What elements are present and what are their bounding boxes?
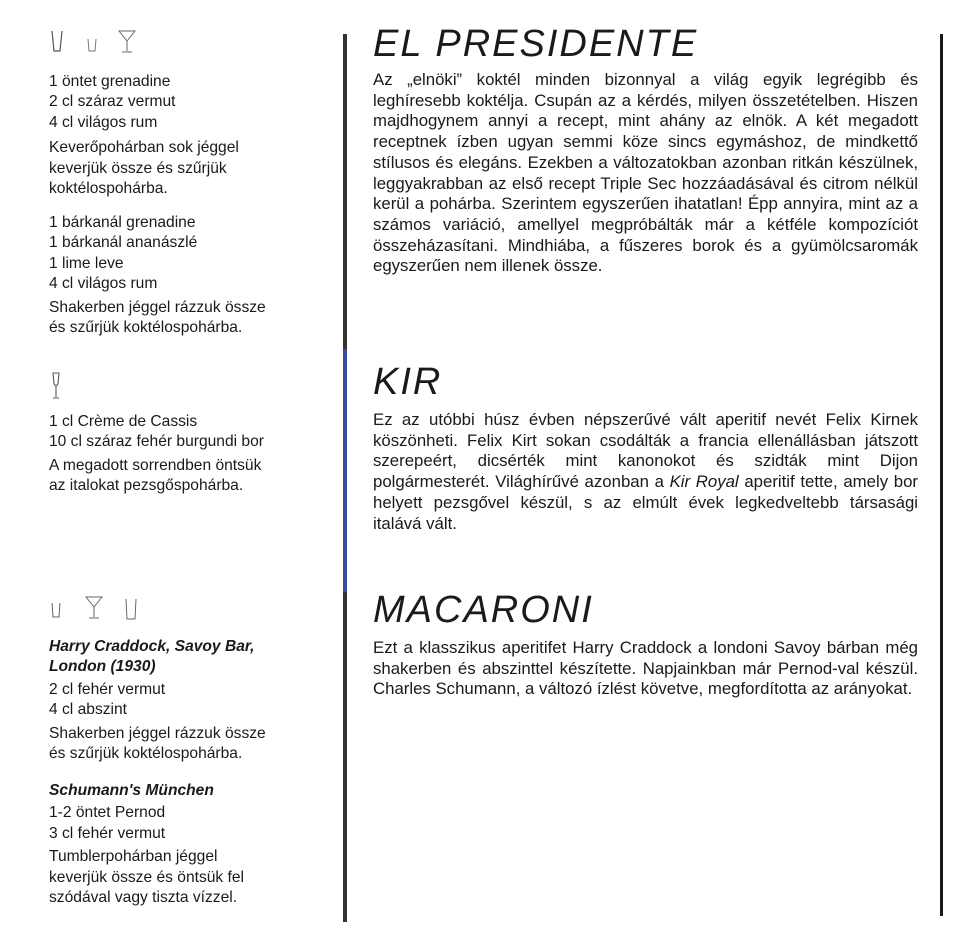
recipe-presidente-2	[49, 213, 329, 338]
highball-glass-icon	[125, 598, 137, 620]
section-title: MACARONI	[373, 589, 594, 631]
recipe-heading: London (1930)	[49, 658, 156, 676]
recipe-line: Shakerben jéggel rázzuk össze	[49, 298, 266, 316]
recipe-line: Tumblerpohárban jéggel	[49, 848, 218, 866]
recipe-presidente-1	[49, 72, 329, 199]
recipe-line: 4 cl abszint	[49, 701, 128, 719]
recipe-line: szódával vagy tiszta vízzel.	[49, 889, 238, 907]
right-margin-rule	[940, 34, 943, 916]
recipe-line: 1 bárkanál grenadine	[49, 214, 196, 231]
recipe-line: Keverőpohárban sok jéggel	[49, 139, 239, 157]
cocktail-glass-icon	[85, 596, 103, 620]
section-body-italic: Kir Royal	[669, 472, 739, 492]
section-title: KIR	[373, 361, 443, 403]
recipe-line: 4 cl világos rum	[49, 275, 158, 293]
section-macaroni	[373, 590, 918, 700]
column-divider-lower	[343, 592, 347, 922]
recipe-line: 1 bárkanál ananászlé	[49, 234, 198, 252]
recipe-macaroni-craddock	[49, 637, 329, 764]
recipe-line: 1-2 öntet Pernod	[49, 804, 166, 822]
recipe-line: A megadott sorrendben öntsük	[49, 456, 262, 474]
recipe-line: 3 cl fehér vermut	[49, 824, 166, 842]
column-divider-accent	[343, 349, 347, 592]
section-title: EL PRESIDENTE	[373, 23, 699, 65]
section-kir	[373, 362, 918, 534]
section-body: Ezt a klasszikus aperitifet Harry Craddock a londoni Savoy bárban még shakerben és abszinttel készítette. Napjainkban már Pernod-val készül. Charles Schumann, a változó ízlést követve, megfordította az arányokat.	[373, 638, 918, 699]
recipe-line: 2 cl száraz vermut	[49, 93, 176, 111]
recipe-line: 4 cl világos rum	[49, 113, 158, 131]
section-body-part: aperitif tette, amely bor helyett pezsgővel készül, s az elmúlt évek legkedveltebb társasági italává vált.	[373, 472, 918, 533]
presidente-glass-icons	[49, 30, 149, 60]
section-body	[373, 410, 918, 534]
recipe-heading: Harry Craddock, Savoy Bar,	[49, 638, 255, 655]
macaroni-glass-icons	[49, 596, 159, 626]
shot-glass-icon	[87, 38, 97, 52]
column-divider	[343, 34, 347, 349]
shot-glass-icon	[51, 602, 61, 618]
recipe-line: 2 cl fehér vermut	[49, 680, 166, 698]
recipe-heading: Schumann's München	[49, 782, 214, 799]
section-body-part: Ez az utóbbi húsz évben népszerűvé vált aperitif nevét Felix Kirnek köszönheti. Felix Kirt sokan csodálták a francia ellenállásban játszott szerepeért, dicsérték mint kanonokot és szidták mint Dijon polgármesterét. Világhírűvé azonban a	[373, 410, 918, 492]
recipe-line: Shakerben jéggel rázzuk össze	[49, 724, 266, 742]
cocktail-glass-icon	[118, 30, 136, 54]
recipe-line: az italokat pezsgőspohárba.	[49, 477, 244, 495]
section-body: Az „elnöki” koktél minden bizonnyal a világ egyik legrégibb és leghíresebb koktélja. Csupán az a kérdés, milyen összetételben. Hiszen majdhogynem annyi a recept, mint ahány az elnök. A két megadott receptnek ízben ugyan semmi köze sincs egymáshoz, de mindkettő stílusos és elegáns. Ezekben a változatokban azonban ritkán készülnek, leggyakrabban az első recept Triple Sec hozzáadásával és citrom nélkül kerül a pohárba. Szerintem egyszerűen ihatatlan! Épp annyira, mint az a számos variáció, amellyel megpróbálták már a kétféle kompozíciót összeházasítani. Mindhiába, a fűszeres borok és a gyümölcsaromák egyszerűen nem illenek össze.	[373, 70, 918, 276]
recipe-line: és szűrjük koktélospohárba.	[49, 319, 243, 337]
recipe-kir	[49, 412, 329, 497]
recipe-line: 1 öntet grenadine	[49, 73, 171, 90]
recipe-line: 1 cl Crème de Cassis	[49, 413, 198, 430]
recipe-line: koktélospohárba.	[49, 180, 168, 198]
recipe-line: keverjük össze és öntsük fel	[49, 868, 245, 886]
recipe-macaroni-schumann	[49, 781, 329, 908]
recipe-line: 1 lime leve	[49, 254, 124, 272]
kir-glass-icons	[49, 372, 79, 402]
champagne-flute-icon	[51, 372, 61, 400]
section-presidente	[373, 24, 918, 277]
recipe-line: és szűrjük koktélospohárba.	[49, 745, 243, 763]
recipe-line: 10 cl száraz fehér burgundi bor	[49, 433, 264, 451]
tumbler-glass-icon	[51, 30, 63, 52]
recipe-line: keverjük össze és szűrjük	[49, 159, 227, 177]
